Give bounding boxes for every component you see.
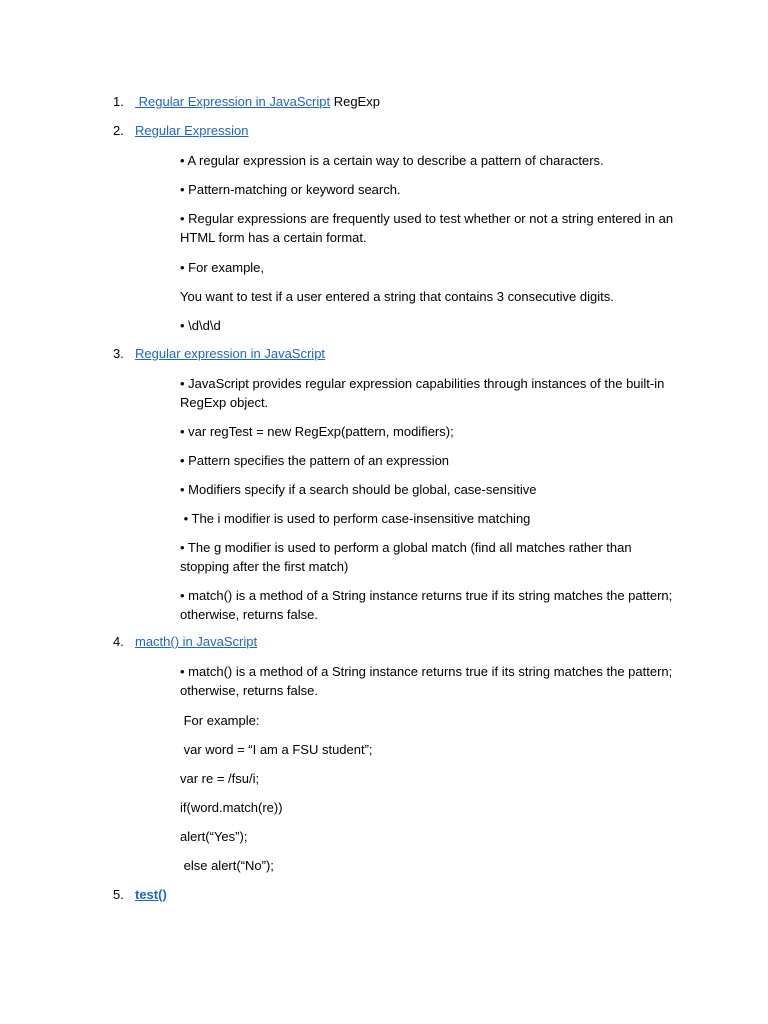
paragraph: • Regular expressions are frequently used to test whether or not a string entered in an HTML form has a certain format. (180, 211, 674, 245)
paragraph: if(word.match(re)) (180, 800, 283, 815)
heading-link[interactable]: test() (135, 887, 167, 902)
paragraph: • Modifiers specify if a search should be global, case-sensitive (180, 482, 537, 497)
heading-link[interactable]: macth() in JavaScript (135, 634, 258, 649)
list-number: 2. (113, 123, 124, 138)
paragraph: alert(“Yes”); (180, 829, 248, 844)
paragraph: • The i modifier is used to perform case-insensitive matching (180, 511, 531, 526)
paragraph: • match() is a method of a String instance returns true if its string matches the pattern; otherwise, returns false. (180, 664, 673, 698)
list-number: 4. (113, 634, 124, 649)
paragraph: You want to test if a user entered a string that contains 3 consecutive digits. (180, 289, 614, 304)
paragraph: For example: (180, 713, 260, 728)
paragraph: • For example, (180, 260, 265, 275)
paragraph: • match() is a method of a String instance returns true if its string matches the pattern; otherwise, returns false. (180, 588, 673, 622)
paragraph: • Pattern specifies the pattern of an expression (180, 453, 450, 468)
paragraph: • var regTest = new RegExp(pattern, modifiers); (180, 424, 454, 439)
section-heading (135, 122, 248, 140)
paragraph: else alert(“No”); (180, 858, 274, 873)
heading-link[interactable]: Regular Expression (135, 123, 249, 138)
paragraph: var re = /fsu/i; (180, 771, 260, 786)
paragraph: • Pattern-matching or keyword search. (180, 182, 401, 197)
heading-link[interactable]: Regular Expression in JavaScript (135, 94, 331, 109)
paragraph: • A regular expression is a certain way to describe a pattern of characters. (180, 153, 604, 168)
section-heading (135, 345, 325, 363)
list-number: 1. (113, 94, 124, 109)
section-heading (135, 633, 257, 651)
section-heading (135, 886, 167, 904)
list-number: 3. (113, 346, 124, 361)
paragraph: var word = “I am a FSU student”; (180, 742, 373, 757)
section-heading (135, 93, 380, 111)
paragraph: • The g modifier is used to perform a global match (find all matches rather than stopping after the first match) (180, 540, 632, 574)
heading-suffix: RegExp (330, 94, 380, 109)
paragraph: • JavaScript provides regular expression capabilities through instances of the built-in RegExp object. (180, 376, 665, 410)
paragraph: • \d\d\d (180, 318, 221, 333)
list-number: 5. (113, 887, 124, 902)
heading-link[interactable]: Regular expression in JavaScript (135, 346, 326, 361)
